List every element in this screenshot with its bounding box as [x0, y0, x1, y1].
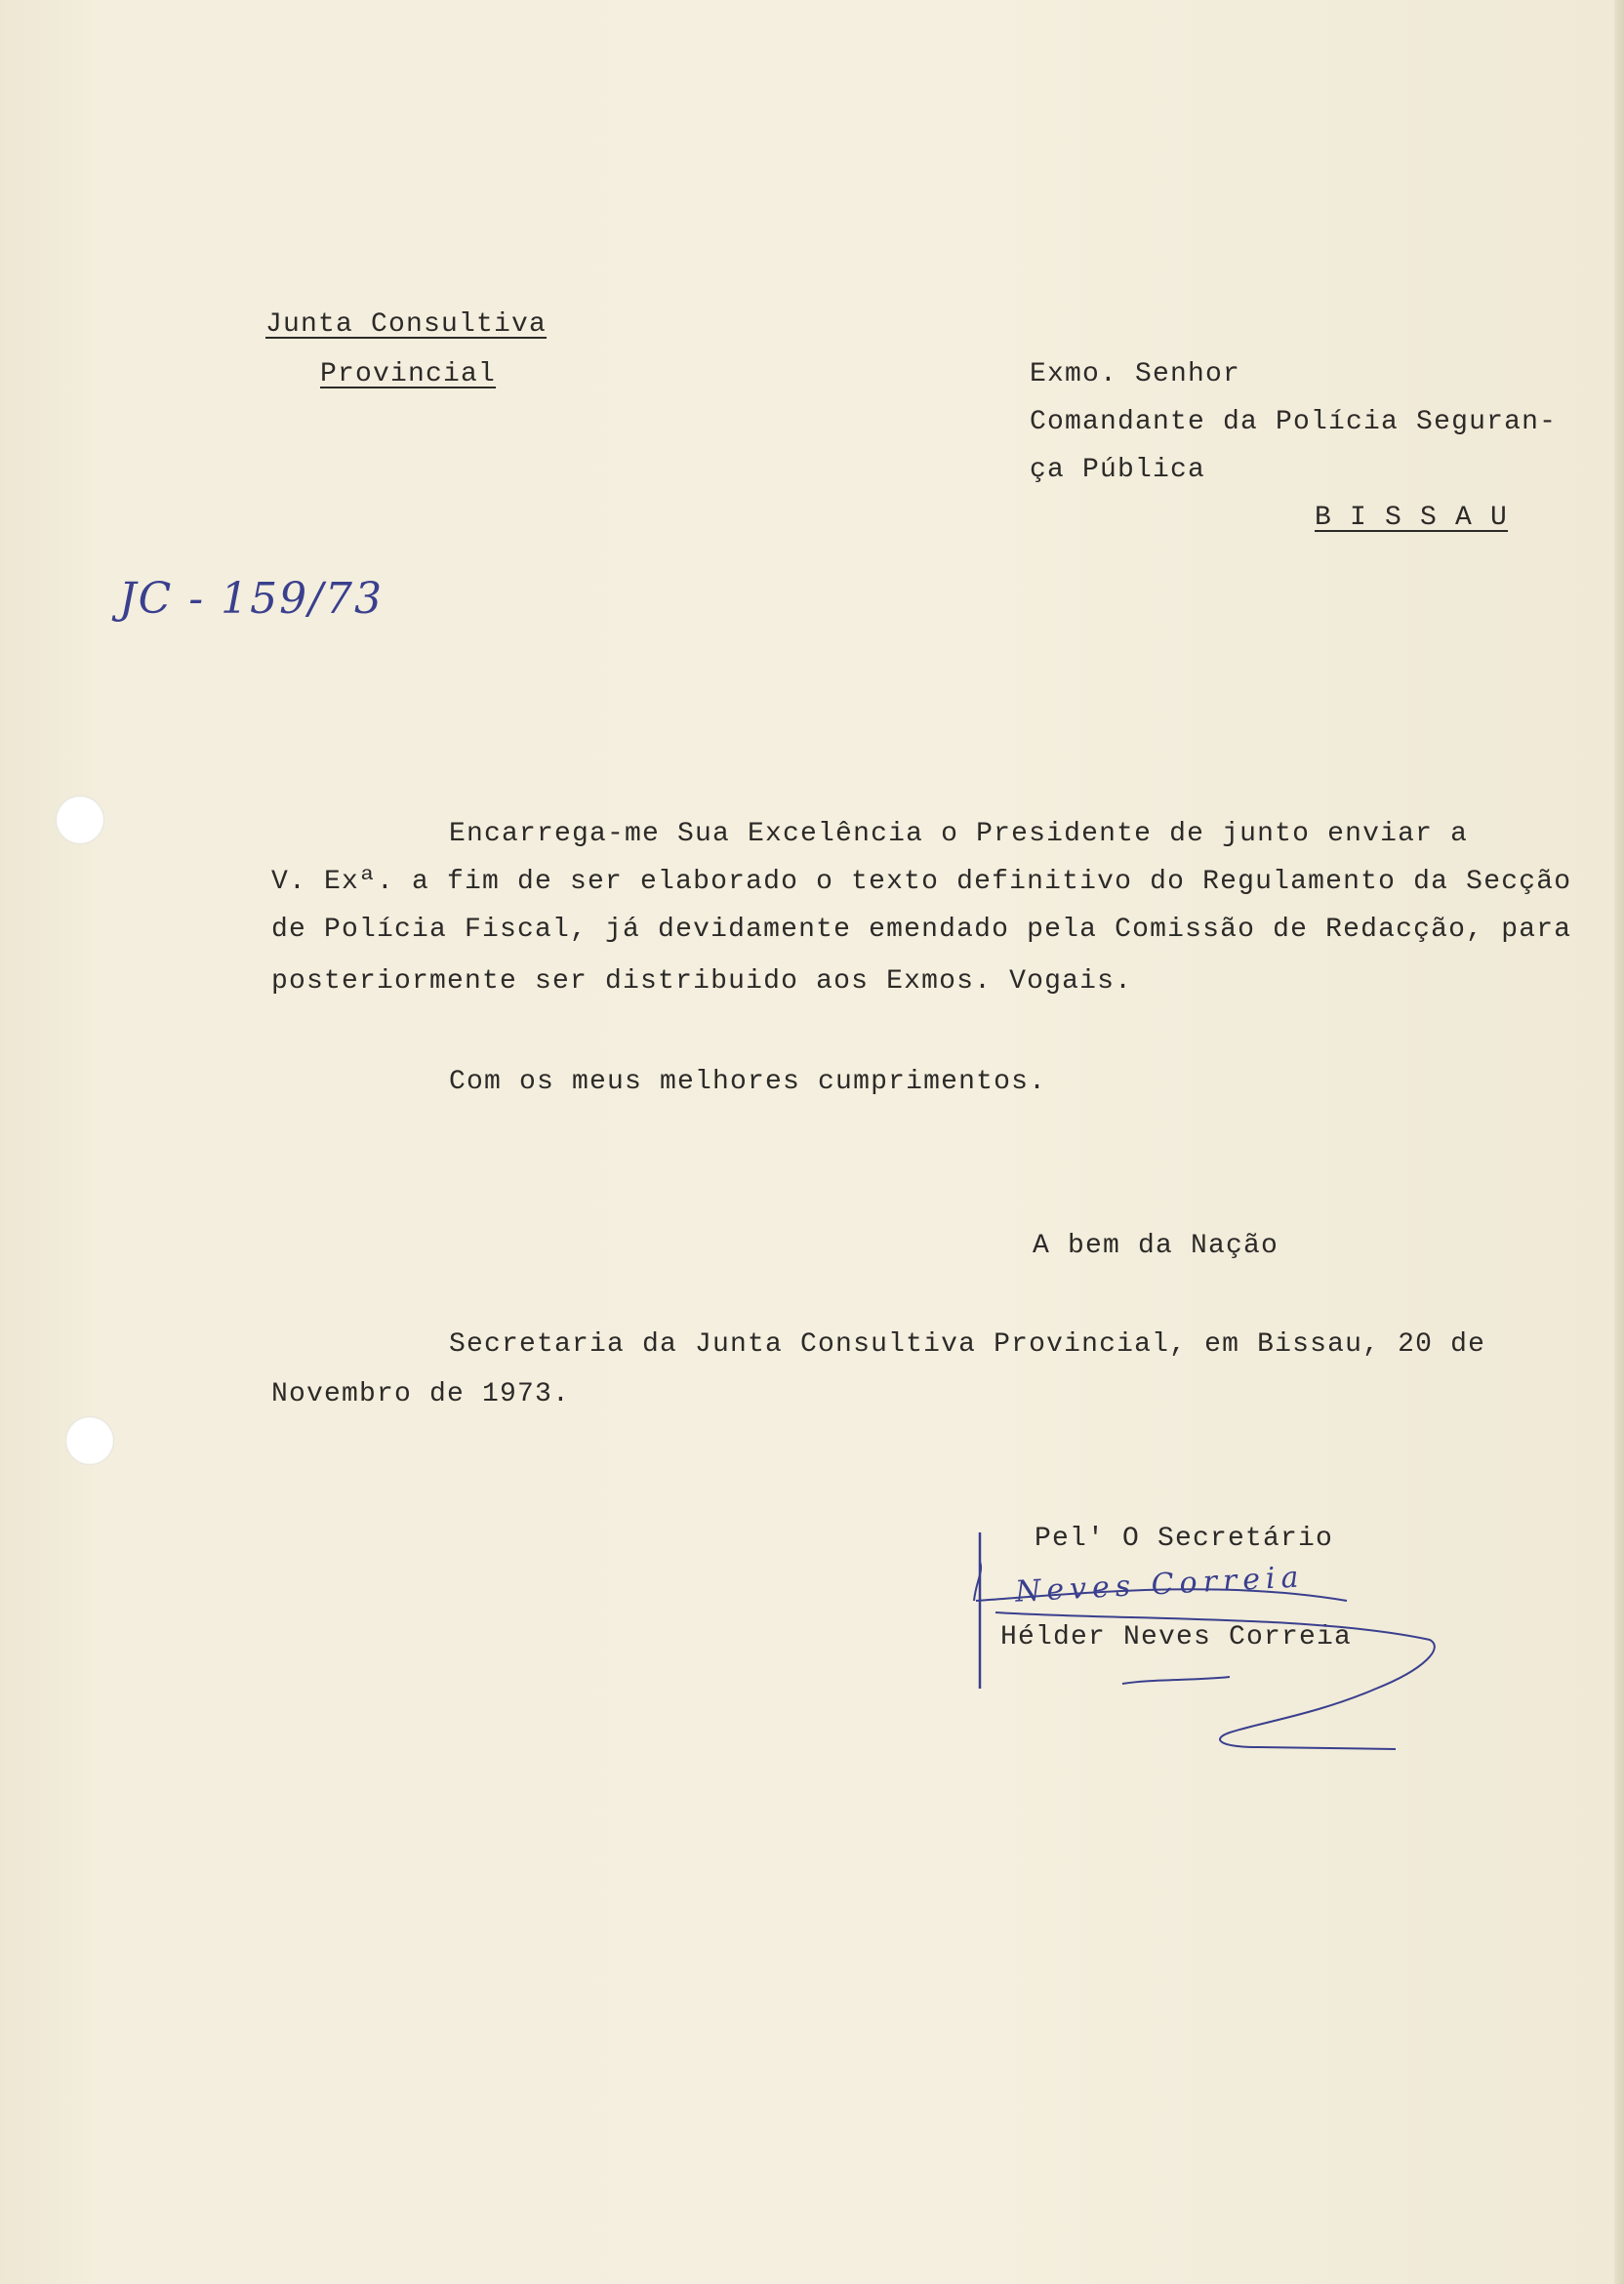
body-line-4: posteriormente ser distribuido aos Exmos. Vogais. [271, 966, 1133, 997]
recipient-salutation: Exmo. Senhor [1030, 359, 1241, 389]
body-line-2: V. Exª. a fim de ser elaborado o texto definitivo do Regulamento da Secção [271, 867, 1572, 897]
closing: A bem da Nação [1033, 1231, 1279, 1261]
paper-edge [1614, 0, 1624, 2284]
punch-hole-bottom [65, 1416, 114, 1465]
signature-on-behalf: Pel' O Secretário [1035, 1524, 1334, 1554]
recipient-line-2: ça Pública [1030, 455, 1206, 485]
signature-name: Hélder Neves Correia [1000, 1622, 1353, 1652]
sender-line-2: Provincial [320, 359, 497, 389]
greeting: Com os meus melhores cumprimentos. [449, 1067, 1047, 1097]
recipient-line-1: Comandante da Polícia Seguran- [1030, 407, 1558, 437]
place-date-line-1: Secretaria da Junta Consultiva Provincial, em Bissau, 20 de [449, 1329, 1486, 1360]
handwritten-signature: Neves Correia [1014, 1560, 1306, 1610]
punch-hole-top [56, 795, 104, 844]
place-date-line-2: Novembro de 1973. [271, 1379, 571, 1409]
body-line-1: Encarrega-me Sua Excelência o Presidente de junto enviar a [449, 819, 1469, 849]
handwritten-reference: JC - 159/73 [119, 574, 384, 624]
body-line-3: de Polícia Fiscal, já devidamente emendado pela Comissão de Redacção, para [271, 915, 1572, 945]
signature-flourish [966, 1523, 1425, 1757]
recipient-city: B I S S A U [1315, 503, 1509, 533]
sender-line-1: Junta Consultiva [265, 309, 548, 340]
